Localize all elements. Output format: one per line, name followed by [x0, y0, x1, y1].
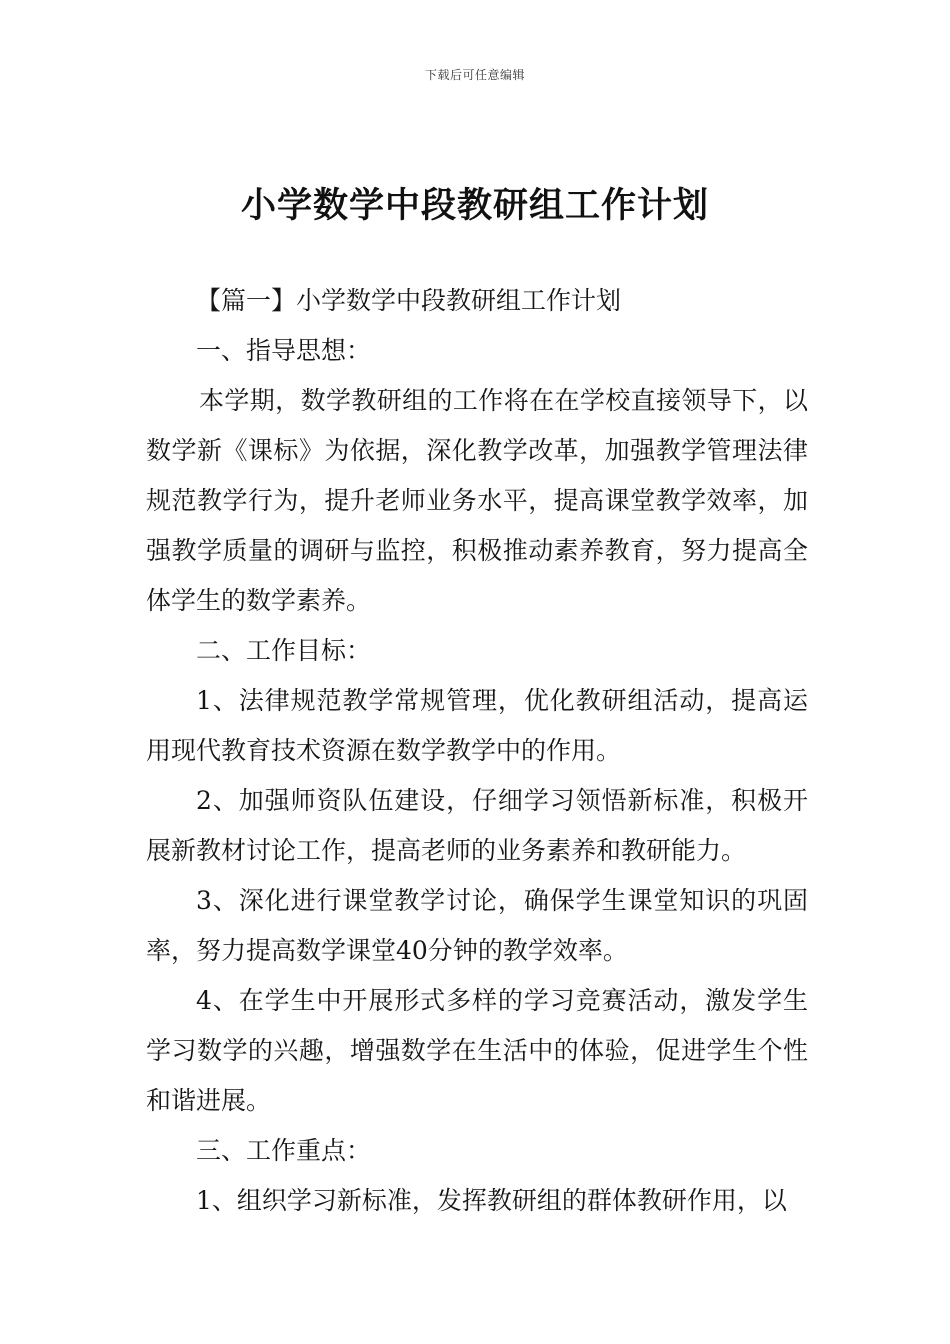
section-heading-guiding-ideology: 一、指导思想：: [196, 336, 372, 365]
document-body: [146, 276, 808, 1226]
document-title: 小学数学中段教研组工作计划: [240, 186, 709, 226]
paragraph-guiding-ideology: 本学期，数学教研组的工作将在在学校直接领导下，以数学新《课标》为依据，深化教学改革，加强教学管理法律规范教学行为，提升老师业务水平，提高课堂教学效率，加强教学质量的调研与监控，积极推动素养教育，努力提高全体学生的数学素养。: [146, 386, 808, 615]
paragraph-goal-4: 4、在学生中开展形式多样的学习竞赛活动，激发学生学习数学的兴趣，增强数学在生活中的体验，促进学生个性和谐进展。: [146, 986, 808, 1115]
paragraph-focus-1: 1、组织学习新标准，发挥教研组的群体教研作用，以: [196, 1186, 787, 1215]
paragraph-goal-2: 2、加强师资队伍建设，仔细学习领悟新标准，积极开展新教材讨论工作，提高老师的业务素养和教研能力。: [146, 786, 808, 865]
section-heading-part-one: 【篇一】小学数学中段教研组工作计划: [196, 286, 622, 315]
section-heading-work-goals: 二、工作目标：: [196, 636, 372, 665]
paragraph-goal-1: 1、法律规范教学常规管理，优化教研组活动，提高运用现代教育技术资源在数学教学中的作用。: [146, 686, 808, 765]
paragraph-goal-3: 3、深化进行课堂教学讨论，确保学生课堂知识的巩固率，努力提高数学课堂40分钟的教学效率。: [146, 886, 808, 965]
section-heading-work-focus: 三、工作重点：: [196, 1136, 372, 1165]
header-note: 下载后可任意编辑: [424, 68, 525, 82]
